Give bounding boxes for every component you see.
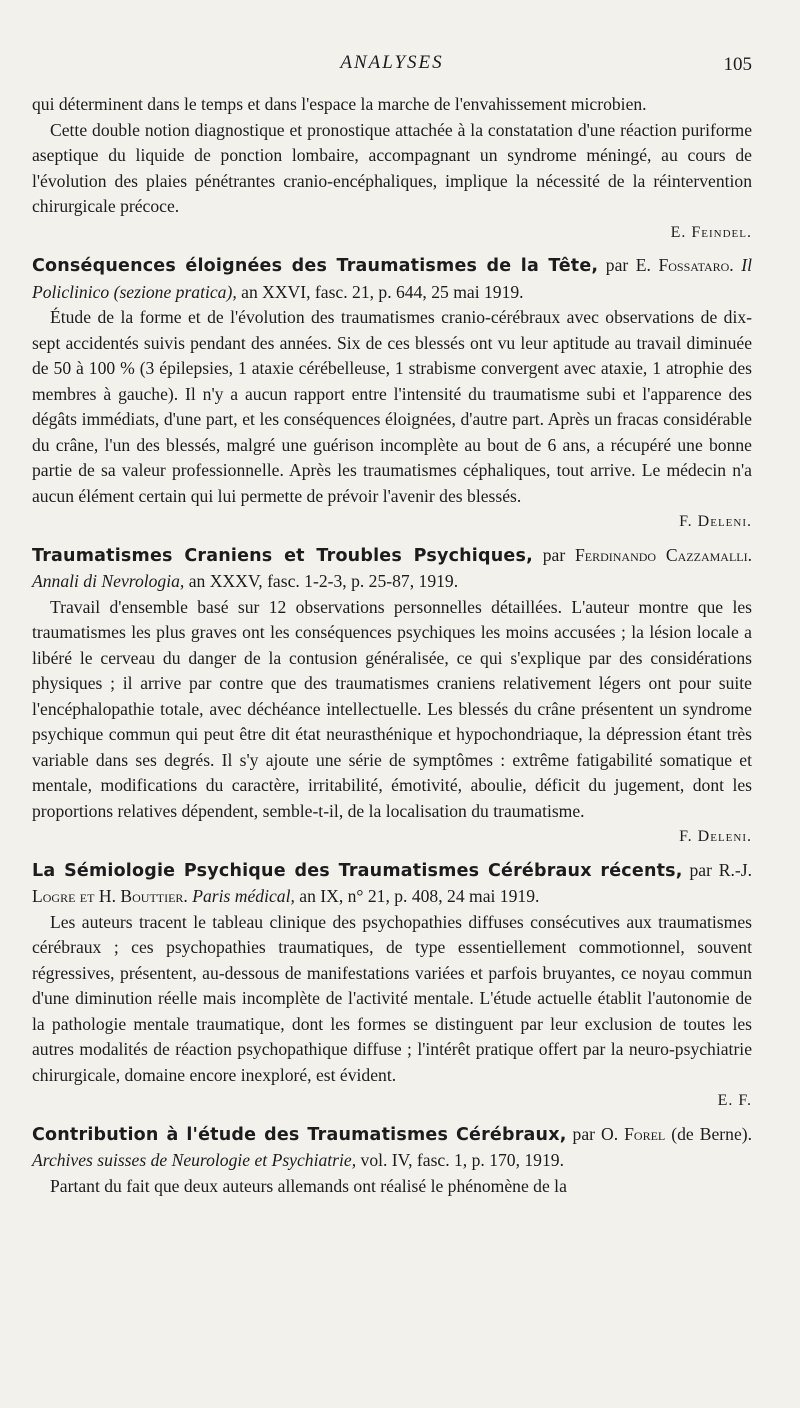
intro-signature: E. Feindel. (670, 223, 752, 241)
intro-paragraph-1: qui déterminent dans le temps et dans l'espace la marche de l'envahissement microbien. (32, 94, 647, 114)
article-title: La Sémiologie Psychique des Traumatismes Cérébraux récents, (32, 860, 683, 881)
intro-section (32, 92, 752, 245)
running-head (32, 52, 752, 80)
article-title: Conséquences éloignées des Traumatismes de la Tête, (32, 256, 599, 276)
article-by: par (532, 544, 575, 565)
article-body: Travail d'ensemble basé sur 12 observations personnelles détaillées. L'auteur montre que les traumatismes les plus graves ont les conséquences psychiques les moins accusées ; la lésion locale a libéré le cerveau du danger de la contusion généralisée, ce qui s'explique par des considérations physiques ; il arrive par contre que des traumatismes craniens relativement légers ont pour suite l'encéphalopathie totale, avec déchéance intellectuelle. Les blessés du crâne présentent un syndrome psychique commun qui peut être dit état neurasthénique et hypochondriaque, la dépression étant très variable dans ses degrés. Il s'y ajoute une série de symptômes : extrême fatigabilité somatique et mentale, modifications du caractère, irritabilité, émotivité, aboulie, déficit du jugement, dont les proportions relatives dépendent, semble-t-il, de la localisation du traumatisme. (32, 596, 752, 821)
article-author: Ferdinando Cazzamalli. (574, 544, 752, 565)
article-signature: F. Deleni. (679, 513, 752, 530)
article-author: Forel (624, 1123, 666, 1144)
article-reference: an IX, n° 21, p. 408, 24 mai 1919. (294, 886, 540, 906)
page (32, 0, 752, 1408)
article-heading (32, 543, 752, 595)
article-author: R.-J. Logre et H. Bouttier. (32, 859, 752, 906)
article-reference: vol. IV, fasc. 1, p. 170, 1919. (356, 1150, 564, 1170)
article-author-extra: (de Berne). (665, 1123, 753, 1144)
article-heading (32, 253, 752, 305)
body-text (32, 92, 752, 1205)
article-1 (32, 253, 752, 535)
article-heading (32, 1122, 752, 1174)
article-reference: an XXXV, fasc. 1-2-3, p. 25-87, 1919. (184, 571, 459, 591)
article-journal: Paris médical, (192, 886, 295, 906)
article-by: par (682, 859, 719, 880)
running-title: ANALYSES (340, 52, 444, 73)
article-journal: Archives suisses de Neurologie et Psychiatrie, (32, 1150, 357, 1170)
article-by: par E. (598, 255, 659, 275)
article-heading (32, 858, 752, 910)
article-body: Partant du fait que deux auteurs allemands ont réalisé le phénomène de la (50, 1175, 567, 1196)
article-body: Les auteurs tracent le tableau clinique des psychopathies diffuses consécutives aux traumatismes cérébraux ; ces psychopathies traumatiques, de type essentiellement commotionnel, souvent régressives, présentent, au-dessous de manifestations variées et parfois bruyantes, ce noyau commun d'une diminution réelle mais incomplète de l'activité mentale. L'étude actuelle établit l'autonomie de la pathologie mentale traumatique, dont les formes se distinguent par leur exclusion de toutes les autres modalités de réaction psychopathique diffuse ; l'intérêt pratique offert par la neuro-psychiatrie chirurgicale, domaine encore inexploré, est évident. (32, 911, 752, 1085)
article-signature: E. F. (717, 1092, 752, 1109)
article-body: Étude de la forme et de l'évolution des traumatismes cranio-cérébraux avec observations de dix-sept accidentés suivis pendant des années. Six de ces blessés ont vu leur aptitude au travail diminuée de 50 à 100 % (3 épilepsies, 1 ataxie cérébelleuse, 1 strabisme convergent avec ataxie, 1 atrophie des membres à gauche). Il n'y a aucun rapport entre l'intensité du traumatisme subi et l'apparence des dégâts immédiats, d'une part, et les conséquences éloignées, d'autre part. Après un fracas considérable du crâne, l'un des blessés, malgré une guérison incomplète au bout de 6 ans, a récupéré une bonne partie de sa valeur professionnelle. Après les traumatismes céphaliques, tout arrive. Le médecin n'a aucun élément certain qui lui permette de prévoir l'avenir des blessés. (32, 307, 752, 506)
intro-paragraph-2: Cette double notion diagnostique et pronostique attachée à la constatation d'une réaction puriforme aseptique du liquide de ponction lombaire, accompagnant un syndrome méningé, au cours de l'évolution des plaies pénétrantes cranio-encéphaliques, implique la nécessité de la réintervention chirurgicale précoce. (32, 119, 752, 216)
article-journal: Annali di Nevrologia, (32, 571, 185, 591)
article-author: Fossataro. (658, 255, 734, 275)
article-reference: an XXVI, fasc. 21, p. 644, 25 mai 1919. (236, 281, 524, 302)
article-4 (32, 1122, 752, 1200)
page-number: 105 (723, 54, 752, 75)
article-title: Contribution à l'étude des Traumatismes Cérébraux, (32, 1124, 567, 1145)
article-title: Traumatismes Craniens et Troubles Psychiques, (32, 545, 533, 566)
article-journal: Il Policlinico (sezione pratica), (32, 255, 752, 302)
article-2 (32, 543, 752, 850)
article-signature: F. Deleni. (679, 828, 752, 845)
article-by: par O. (566, 1123, 625, 1144)
article-3 (32, 858, 752, 1114)
